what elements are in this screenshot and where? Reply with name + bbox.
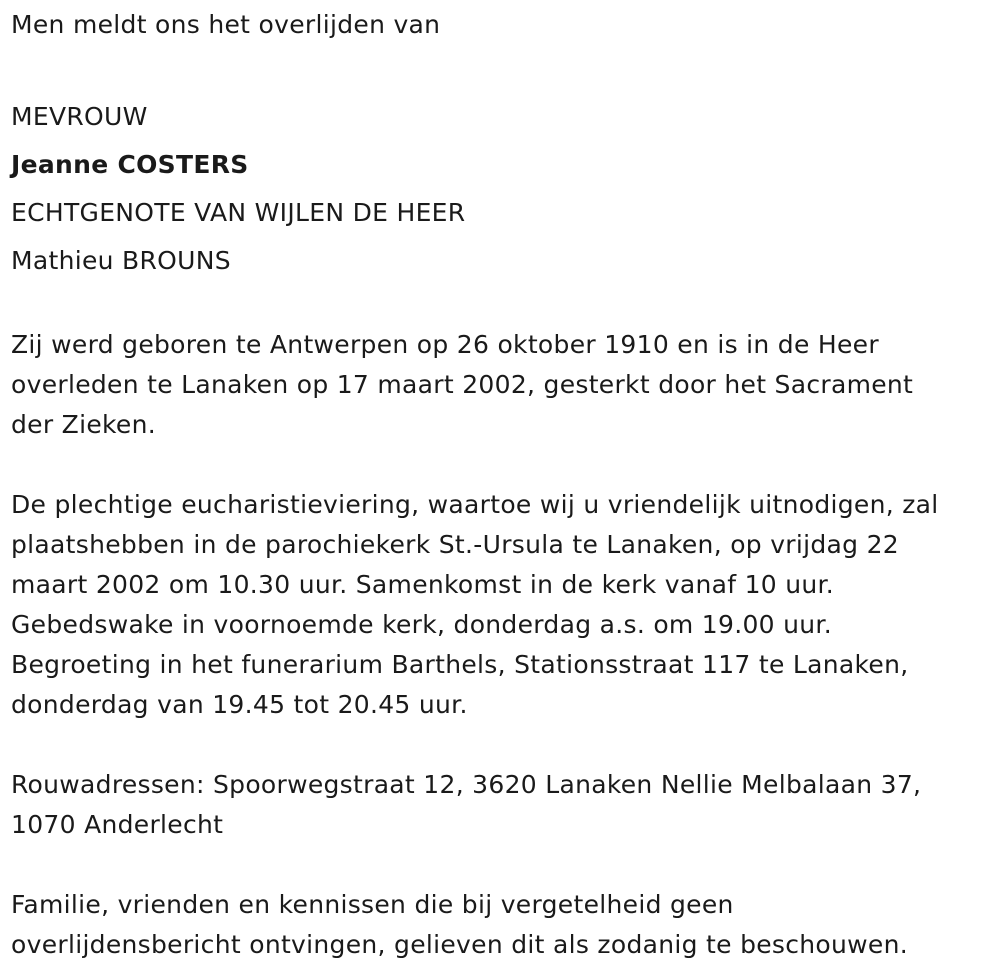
spacer xyxy=(11,45,986,93)
paragraph-line: donderdag van 19.45 tot 20.45 uur. xyxy=(11,690,468,719)
intro-line: Men meldt ons het overlijden van xyxy=(11,10,441,39)
paragraph-line: der Zieken. xyxy=(11,410,156,439)
title-line: MEVROUW xyxy=(11,102,148,131)
paragraph-line: plaatshebben in de parochiekerk St.-Ursula te Lanaken, op vrijdag 22 xyxy=(11,530,899,559)
spouse-name: Mathieu BROUNS xyxy=(11,246,231,275)
spacer xyxy=(11,845,986,885)
addresses-paragraph xyxy=(11,765,986,845)
paragraph-line: De plechtige eucharistieviering, waartoe wij u vriendelijk uitnodigen, zal xyxy=(11,490,939,519)
ceremony-paragraph xyxy=(11,485,986,725)
spacer xyxy=(11,285,986,325)
paragraph-line: overleden te Lanaken op 17 maart 2002, gesterkt door het Sacrament xyxy=(11,370,914,399)
paragraph-line: maart 2002 om 10.30 uur. Samenkomst in de kerk vanaf 10 uur. xyxy=(11,570,835,599)
deceased-name: Jeanne COSTERS xyxy=(11,150,249,179)
obituary-text xyxy=(11,5,986,965)
paragraph-line: Zij werd geboren te Antwerpen op 26 oktober 1910 en is in de Heer xyxy=(11,330,879,359)
paragraph-line: Begroeting in het funerarium Barthels, Stationsstraat 117 te Lanaken, xyxy=(11,650,909,679)
birth-death-paragraph xyxy=(11,325,986,445)
spacer xyxy=(11,445,986,485)
spacer xyxy=(11,725,986,765)
paragraph-line: overlijdensbericht ontvingen, gelieven dit als zodanig te beschouwen. xyxy=(11,930,908,959)
closing-paragraph xyxy=(11,885,986,965)
relation-line: ECHTGENOTE VAN WIJLEN DE HEER xyxy=(11,198,466,227)
paragraph-line: 1070 Anderlecht xyxy=(11,810,224,839)
paragraph-line: Gebedswake in voornoemde kerk, donderdag a.s. om 19.00 uur. xyxy=(11,610,832,639)
paragraph-line: Rouwadressen: Spoorwegstraat 12, 3620 Lanaken Nellie Melbalaan 37, xyxy=(11,770,922,799)
paragraph-line: Familie, vrienden en kennissen die bij vergetelheid geen xyxy=(11,890,734,919)
